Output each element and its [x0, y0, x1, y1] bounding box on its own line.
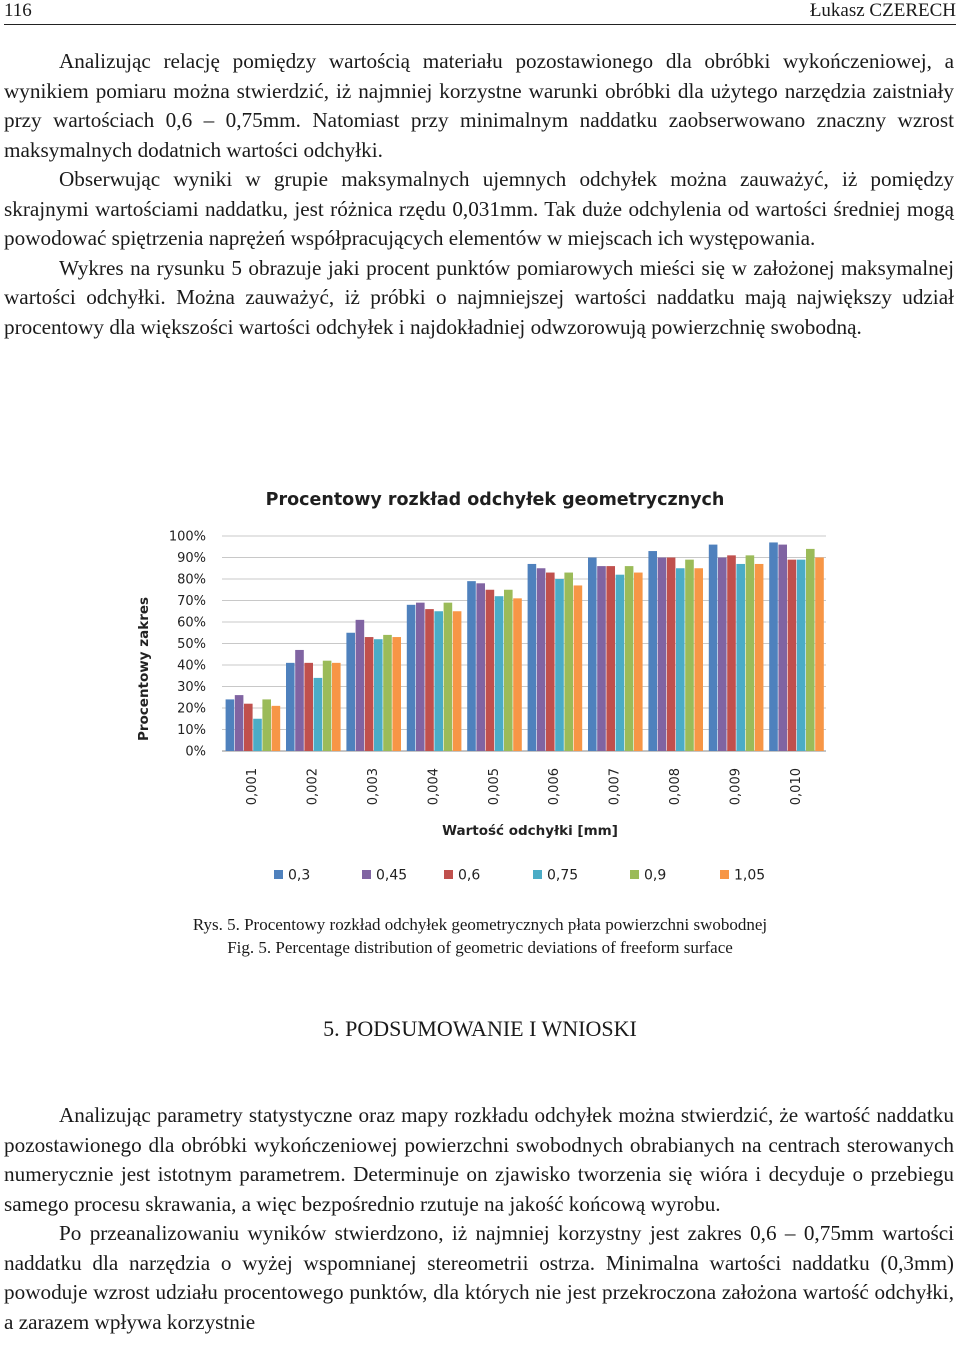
figure-caption-pl: Rys. 5. Procentowy rozkład odchyłek geometrycznych płata powierzchni swobodnej: [192, 915, 768, 934]
bar: [718, 558, 727, 752]
bar: [727, 555, 736, 751]
y-tick-label: 60%: [177, 615, 206, 631]
paragraph: Analizując relację pomiędzy wartością materiału pozostawionego dla obróbki wykończeniowej, a wynikiem pomiaru można stwierdzić, iż najmniej korzystne warunki obróbki dla użytego narzędzia zaistniały przy wartościach 0,6 – 0,75mm. Natomiast przy minimalnym naddatku zaobserwowano znaczny wzrost maksymalnych dodatnich wartości odchyłki.: [4, 49, 954, 162]
x-tick-label: 0,007: [607, 768, 623, 806]
bar: [253, 719, 262, 751]
legend-swatch: [720, 870, 729, 879]
y-tick-label: 50%: [177, 637, 206, 652]
bar: [392, 637, 401, 751]
bar: [286, 663, 295, 751]
bar: [597, 566, 606, 751]
chart-bars: [226, 542, 824, 751]
bar: [634, 573, 643, 751]
bar: [262, 699, 271, 751]
y-tick-label: 90%: [177, 551, 206, 566]
bar: [769, 542, 778, 751]
y-tick-label: 100%: [168, 529, 206, 545]
legend-swatch: [444, 870, 453, 879]
chart-legend: [274, 868, 765, 884]
x-tick-label: 0,006: [547, 768, 563, 806]
legend-swatch: [533, 870, 542, 879]
bar: [346, 633, 355, 751]
bar: [676, 568, 685, 751]
bar: [778, 545, 787, 751]
bar: [648, 551, 657, 751]
bar: [467, 581, 476, 751]
bar: [495, 596, 504, 751]
paragraph: Po przeanalizowaniu wyników stwierdzono, iż najmniej korzystny jest zakres 0,6 – 0,75mm wartości naddatku dla narzędzia o wyżej wspomnianej stereometrii ostrza. Minimalna wartości naddatku (0,3mm) powoduje wzrost udziału procentowego punktów, dla których nie jest przekroczona założona wartość odchyłki, a zarazem wpływa korzystnie: [4, 1221, 954, 1334]
bar: [407, 605, 416, 751]
bar: [416, 603, 425, 751]
legend-label: 0,6: [458, 867, 481, 884]
legend-label: 0,3: [288, 867, 311, 884]
x-tick-label: 0,008: [668, 768, 683, 806]
bar: [528, 564, 537, 751]
chart-title: Procentowy rozkład odchyłek geometrycznych: [265, 490, 725, 510]
y-tick-label: 40%: [177, 658, 206, 674]
bar: [788, 560, 797, 751]
bar: [746, 555, 755, 751]
figure-caption-en: Fig. 5. Percentage distribution of geometric deviations of freeform surface: [227, 938, 733, 957]
bar: [356, 620, 365, 751]
paragraph: Analizując parametry statystyczne oraz mapy rozkładu odchyłek można stwierdzić, że wartość naddatku pozostawionego dla obróbki wykończeniowej powierzchni swobodnych obrabianych na centrach sterowanych numerycznie jest istotnym parametrem. Determinuje on zjawisko tworzenia się wióra i decyduje o przebiegu samego procesu skrawania, a więc bezpośrednio rzutuje na jakość końcową wyrobu.: [4, 1103, 954, 1216]
bar: [574, 585, 583, 751]
bar: [504, 590, 513, 751]
bar: [537, 568, 546, 751]
page-number: 116: [4, 0, 32, 21]
bar: [235, 695, 244, 751]
bar: [736, 564, 745, 751]
bar: [694, 568, 703, 751]
bar: [272, 706, 281, 751]
y-axis-ticks: [169, 530, 206, 760]
bar: [486, 590, 495, 751]
bar: [797, 560, 806, 751]
legend-label: 0,75: [547, 867, 579, 884]
paragraph: Wykres na rysunku 5 obrazuje jaki procent punktów pomiarowych mieści się w założonej maksymalnej wartości odchyłki. Można zauważyć, iż próbki o najmniejszej wartości naddatku mają największy udział procentowy dla większości wartości odchyłek i najdokładniej odwzorowują powierzchnię swobodną.: [4, 255, 954, 339]
body-text-top: [4, 47, 954, 342]
bar: [606, 566, 615, 751]
bar: [374, 639, 383, 751]
bar: [425, 609, 434, 751]
bar: [555, 579, 564, 751]
x-tick-label: 0,009: [728, 768, 744, 806]
bar: [513, 598, 522, 751]
y-tick-label: 10%: [177, 723, 206, 738]
legend-label: 0,45: [376, 867, 408, 884]
bar: [625, 566, 634, 751]
bar: [226, 699, 235, 751]
x-tick-label: 0,002: [305, 768, 321, 806]
bar: [332, 663, 341, 751]
x-tick-label: 0,003: [366, 768, 381, 806]
running-author: Łukasz CZERECH: [809, 0, 956, 21]
bar: [588, 558, 597, 752]
bar: [658, 558, 667, 752]
bar: [806, 549, 815, 751]
body-text-bottom: [4, 1101, 954, 1337]
x-axis-ticks: [245, 768, 804, 805]
bar: [444, 603, 453, 751]
section-heading: 5. PODSUMOWANIE I WNIOSKI: [323, 1016, 637, 1041]
legend-swatch: [274, 870, 283, 879]
bar: [323, 661, 332, 751]
y-tick-label: 20%: [177, 701, 206, 717]
y-tick-label: 30%: [177, 680, 206, 695]
x-tick-label: 0,005: [486, 768, 502, 806]
x-tick-label: 0,004: [426, 768, 442, 806]
bar: [244, 704, 253, 751]
bar: [546, 573, 555, 751]
y-tick-label: 80%: [177, 572, 206, 588]
bar: [476, 583, 485, 751]
bar: [709, 545, 718, 751]
legend-swatch: [630, 870, 639, 879]
bar: [383, 635, 392, 751]
bar: [453, 611, 462, 751]
bar: [755, 564, 764, 751]
bar: [304, 663, 313, 751]
bar: [685, 560, 694, 751]
paragraph: Obserwując wyniki w grupie maksymalnych ujemnych odchyłek można zauważyć, iż pomiędzy skrajnymi wartościami naddatku, jest różnica rzędu 0,031mm. Tak duże odchylenia od wartości średniej mogą powodować spiętrzenia naprężeń współpracujących elementów w miejscach ich występowania.: [4, 167, 954, 250]
figure-chart: [0, 480, 960, 900]
bar: [564, 573, 573, 751]
bar: [365, 637, 374, 751]
x-tick-label: 0,001: [245, 768, 261, 806]
x-axis-label: Wartość odchyłki [mm]: [442, 823, 618, 839]
bar: [314, 678, 323, 751]
page-header: [4, 0, 956, 25]
y-tick-label: 0%: [185, 744, 206, 760]
bar: [815, 558, 824, 752]
bar: [295, 650, 304, 751]
x-tick-label: 0,010: [788, 768, 804, 806]
bar: [667, 558, 676, 752]
legend-label: 1,05: [734, 867, 766, 884]
legend-swatch: [362, 870, 371, 879]
legend-label: 0,9: [644, 867, 667, 884]
bar: [434, 611, 443, 751]
bar-chart: [0, 480, 960, 900]
bar: [616, 575, 625, 751]
y-tick-label: 70%: [177, 594, 206, 609]
y-axis-label: Procentowy zakres: [136, 596, 152, 742]
